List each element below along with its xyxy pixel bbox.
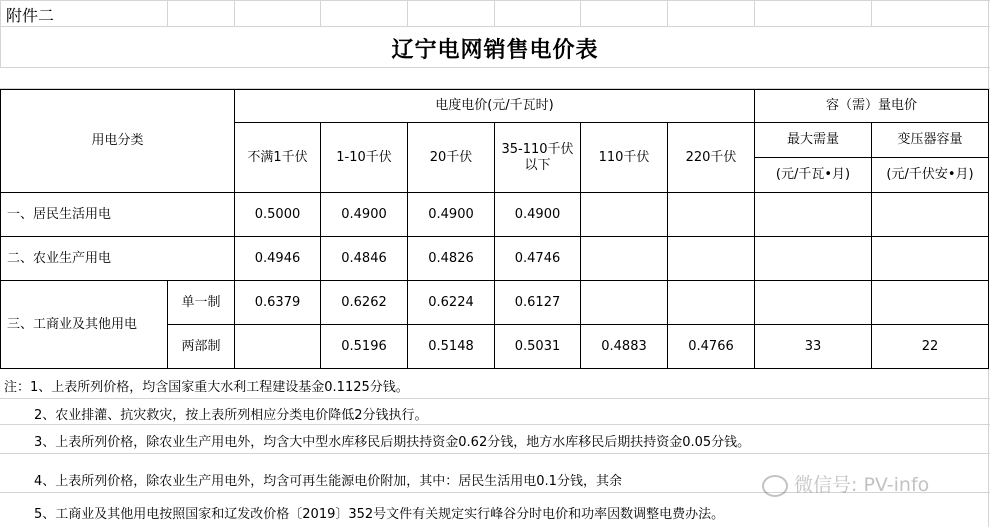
table-cell: 0.6127 xyxy=(495,281,581,325)
note-4: 4、上表所列价格，除农业生产用电外，均含可再生能源电价附加，其中：居民生活用电0.1分钱，其余 xyxy=(34,474,622,489)
table-cell xyxy=(668,193,755,237)
table-cell: 0.4883 xyxy=(581,325,668,369)
table-cell: 0.4766 xyxy=(668,325,755,369)
table-cell: 0.4900 xyxy=(408,193,495,237)
header-voltage-110kv: 110千伏 xyxy=(581,123,668,193)
row-label-industrial: 三、工商业及其他用电 xyxy=(1,281,168,369)
table-cell: 0.5148 xyxy=(408,325,495,369)
table-cell xyxy=(668,237,755,281)
header-voltage-20kv: 20千伏 xyxy=(408,123,495,193)
row-sublabel-two-part: 两部制 xyxy=(168,325,235,369)
table-cell xyxy=(872,193,989,237)
table-cell xyxy=(755,281,872,325)
header-voltage-35-110kv: 35-110千伏以下 xyxy=(495,123,581,193)
header-category: 用电分类 xyxy=(1,90,235,193)
row-sublabel-single: 单一制 xyxy=(168,281,235,325)
table-cell xyxy=(581,193,668,237)
table-cell xyxy=(235,325,321,369)
table-cell xyxy=(872,237,989,281)
row-label-residential: 一、居民生活用电 xyxy=(1,193,235,237)
header-capacity-price: 容（需）量电价 xyxy=(755,90,989,123)
wechat-icon xyxy=(762,475,788,497)
table-row-residential xyxy=(1,193,989,237)
watermark xyxy=(762,470,929,497)
header-voltage-under-1kv: 不满1千伏 xyxy=(235,123,321,193)
header-voltage-220kv: 220千伏 xyxy=(668,123,755,193)
table-cell: 0.4900 xyxy=(321,193,408,237)
table-title: 辽宁电网销售电价表 xyxy=(391,38,599,63)
table-cell: 33 xyxy=(755,325,872,369)
note-5: 5、工商业及其他用电按照国家和辽发改价格〔2019〕352号文件有关规定实行峰谷分时电价和功率因数调整电费办法。 xyxy=(34,507,725,522)
table-cell xyxy=(872,281,989,325)
note-2: 2、农业排灌、抗灾救灾，按上表所列相应分类电价降低2分钱执行。 xyxy=(34,408,428,423)
table-cell: 22 xyxy=(872,325,989,369)
watermark-text: 微信号: PV-info xyxy=(794,474,930,496)
row-label-agricultural: 二、农业生产用电 xyxy=(1,237,235,281)
header-transformer-unit: (元/千伏安•月) xyxy=(872,158,989,193)
header-max-demand-unit: (元/千瓦•月) xyxy=(755,158,872,193)
table-row-agricultural xyxy=(1,237,989,281)
header-max-demand: 最大需量 xyxy=(755,123,872,158)
attachment-label: 附件二 xyxy=(6,6,55,25)
table-cell: 0.5000 xyxy=(235,193,321,237)
table-cell: 0.4826 xyxy=(408,237,495,281)
header-voltage-1-10kv: 1-10千伏 xyxy=(321,123,408,193)
table-cell xyxy=(581,237,668,281)
table-cell: 0.6262 xyxy=(321,281,408,325)
price-table xyxy=(0,89,989,369)
table-cell: 0.4946 xyxy=(235,237,321,281)
note-1: 注：1、上表所列价格，均含国家重大水利工程建设基金0.1125分钱。 xyxy=(4,380,409,395)
table-cell: 0.4746 xyxy=(495,237,581,281)
table-cell: 0.6224 xyxy=(408,281,495,325)
table-cell xyxy=(755,193,872,237)
table-cell: 0.5196 xyxy=(321,325,408,369)
table-cell xyxy=(668,281,755,325)
table-row-industrial-single xyxy=(1,281,989,325)
header-transformer-capacity: 变压器容量 xyxy=(872,123,989,158)
note-3: 3、上表所列价格，除农业生产用电外，均含大中型水库移民后期扶持资金0.62分钱，地方水库移民后期扶持资金0.05分钱。 xyxy=(34,435,751,450)
table-cell xyxy=(755,237,872,281)
table-cell: 0.4900 xyxy=(495,193,581,237)
table-cell: 0.6379 xyxy=(235,281,321,325)
table-cell xyxy=(581,281,668,325)
header-energy-price: 电度电价(元/千瓦时) xyxy=(235,90,755,123)
table-cell: 0.5031 xyxy=(495,325,581,369)
table-cell: 0.4846 xyxy=(321,237,408,281)
